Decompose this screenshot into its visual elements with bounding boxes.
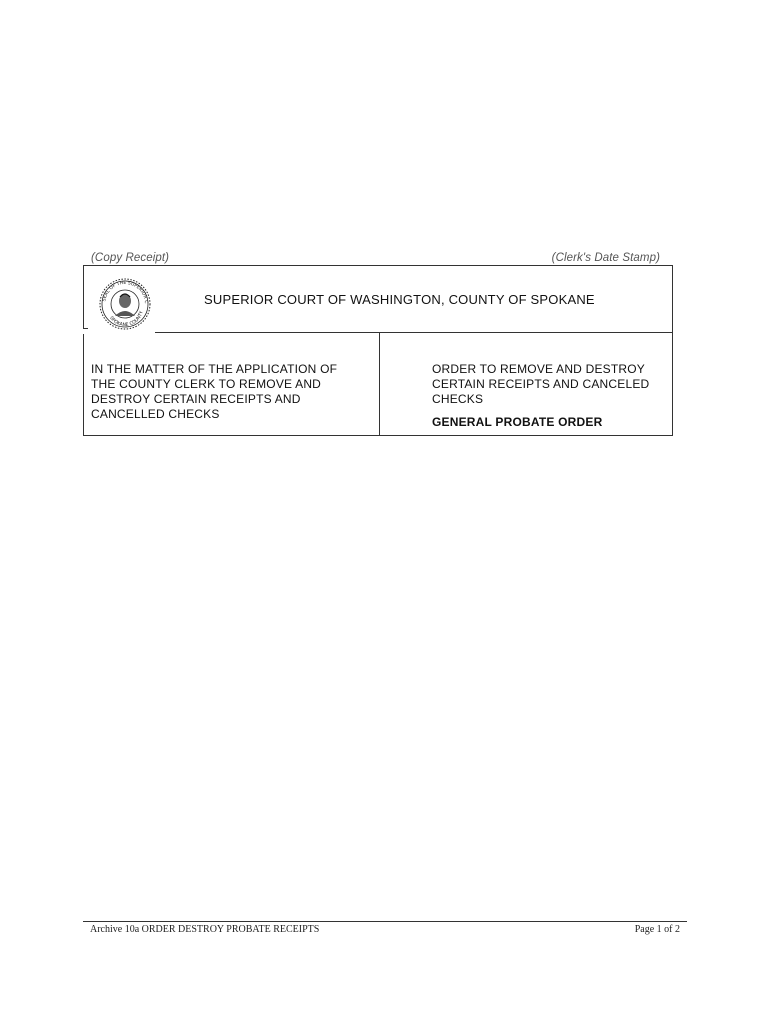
court-header-row <box>84 266 672 333</box>
footer-page-number: Page 1 of 2 <box>634 924 680 935</box>
copy-receipt-label: (Copy Receipt) <box>91 252 170 264</box>
state-seal-icon <box>95 277 155 331</box>
footer-divider <box>83 921 687 922</box>
matter-description: IN THE MATTER OF THE APPLICATION OF THE COUNTY CLERK TO REMOVE AND DESTROY CERTAIN RECEIPTS AND CANCELLED CHECKS <box>84 332 380 436</box>
case-caption-box <box>83 265 673 436</box>
order-title: ORDER TO REMOVE AND DESTROY CERTAIN RECEIPTS AND CANCELED CHECKS <box>432 362 650 406</box>
footer-form-name: Archive 10a ORDER DESTROY PROBATE RECEIPTS <box>90 924 320 935</box>
clerk-date-stamp-label: (Clerk's Date Stamp) <box>551 252 660 264</box>
court-title: SUPERIOR COURT OF WASHINGTON, COUNTY OF SPOKANE <box>204 292 595 307</box>
order-type: GENERAL PROBATE ORDER <box>432 415 603 429</box>
seal-border-tick <box>83 328 88 329</box>
order-cell <box>380 332 672 436</box>
seal-text-bottom: SPOKANE COUNTY <box>108 310 145 329</box>
seal-text-top: SEAL OF THE SUPERIOR C <box>102 280 149 304</box>
